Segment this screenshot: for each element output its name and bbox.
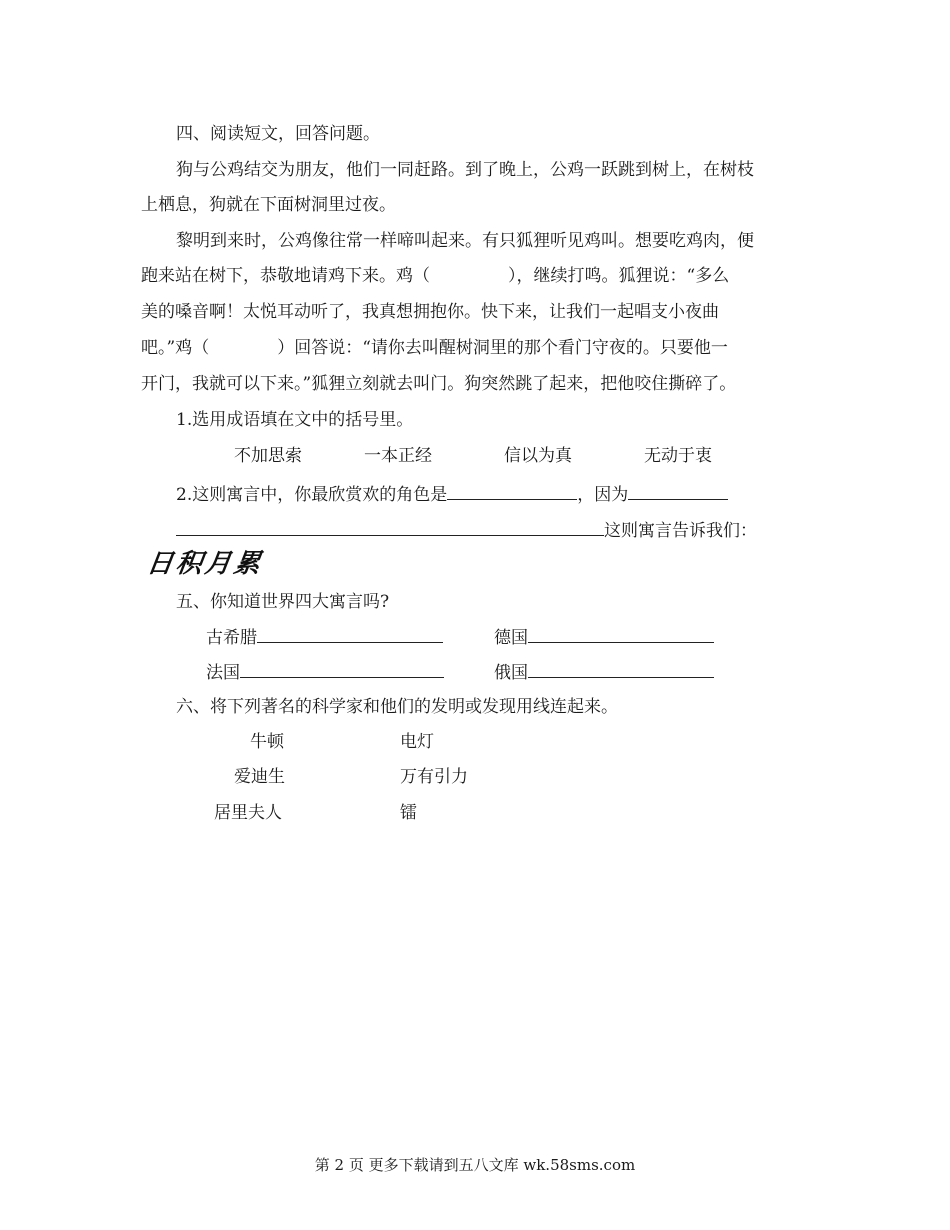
question2-moral: 这则寓言告诉我们：	[604, 521, 757, 541]
question2-line2	[176, 517, 757, 543]
paragraph2-line4-part2: ）回答说：“请你去叫醒树洞里的那个看门守夜的。只要他一	[277, 338, 728, 358]
reason-blank-continued[interactable]	[176, 517, 604, 536]
discovery-radium[interactable]: 镭	[400, 803, 417, 823]
paragraph2-line4	[141, 336, 728, 360]
france-label: 法国	[206, 663, 240, 683]
greece-label: 古希腊	[206, 628, 257, 648]
question2	[176, 481, 728, 507]
favorite-character-blank[interactable]	[447, 481, 577, 500]
idiom-option-3: 信以为真	[504, 446, 572, 466]
paragraph2-line2-part1: 跑来站在树下，恭敬地请鸡下来。鸡（	[141, 266, 430, 286]
question2-prompt: 2.这则寓言中，你最欣赏欢的角色是	[176, 485, 448, 505]
paragraph2-line3: 美的嗓音啊！太悦耳动听了，我真想拥抱你。快下来，让我们一起唱支小夜曲	[141, 302, 719, 322]
paragraph2-line5: 开门，我就可以下来。”狐狸立刻就去叫门。狗突然跳了起来，把他咬住撕碎了。	[141, 374, 737, 394]
paragraph2-line2-part2: ），继续打鸣。狐狸说：“多么	[508, 266, 730, 286]
paragraph1-line2: 上栖息，狗就在下面树洞里过夜。	[141, 195, 396, 215]
page-footer: 第 2 页 更多下载请到五八文库 wk.58sms.com	[314, 1156, 636, 1174]
france-blank[interactable]	[240, 659, 444, 678]
fable-russia	[494, 659, 714, 685]
section6-heading: 六、将下列著名的科学家和他们的发明或发现用线连起来。	[176, 697, 618, 717]
germany-label: 德国	[494, 628, 528, 648]
idiom-option-4: 无动于衷	[644, 446, 712, 466]
question2-because: ，因为	[577, 485, 629, 505]
reason-blank[interactable]	[628, 481, 728, 500]
idiom-option-1: 不加思索	[234, 446, 302, 466]
question1: 1.选用成语填在文中的括号里。	[176, 410, 414, 430]
greece-blank[interactable]	[257, 624, 443, 643]
germany-blank[interactable]	[528, 624, 714, 643]
russia-blank[interactable]	[528, 659, 714, 678]
scientist-newton[interactable]: 牛顿	[250, 732, 284, 752]
paragraph2-line1: 黎明到来时，公鸡像往常一样啼叫起来。有只狐狸听见鸡叫。想要吃鸡肉，便	[176, 231, 754, 251]
banner-title: 日积月累	[144, 549, 266, 579]
scientist-curie[interactable]: 居里夫人	[214, 803, 282, 823]
fable-greece	[206, 624, 443, 650]
paragraph1-line1: 狗与公鸡结交为朋友，他们一同赶路。到了晚上，公鸡一跃跳到树上，在树枝	[176, 160, 754, 180]
section4-heading: 四、阅读短文，回答问题。	[176, 124, 380, 144]
paragraph2-line4-part1: 吧。”鸡（	[141, 338, 210, 358]
russia-label: 俄国	[494, 663, 528, 683]
paragraph2-line2	[141, 264, 729, 288]
fable-france	[206, 659, 444, 685]
fable-germany	[494, 624, 714, 650]
scientist-edison[interactable]: 爱迪生	[234, 767, 285, 787]
discovery-gravitation[interactable]: 万有引力	[400, 767, 468, 787]
discovery-light-bulb[interactable]: 电灯	[400, 732, 434, 752]
idiom-option-2: 一本正经	[364, 446, 432, 466]
section5-heading: 五、你知道世界四大寓言吗?	[176, 592, 390, 612]
